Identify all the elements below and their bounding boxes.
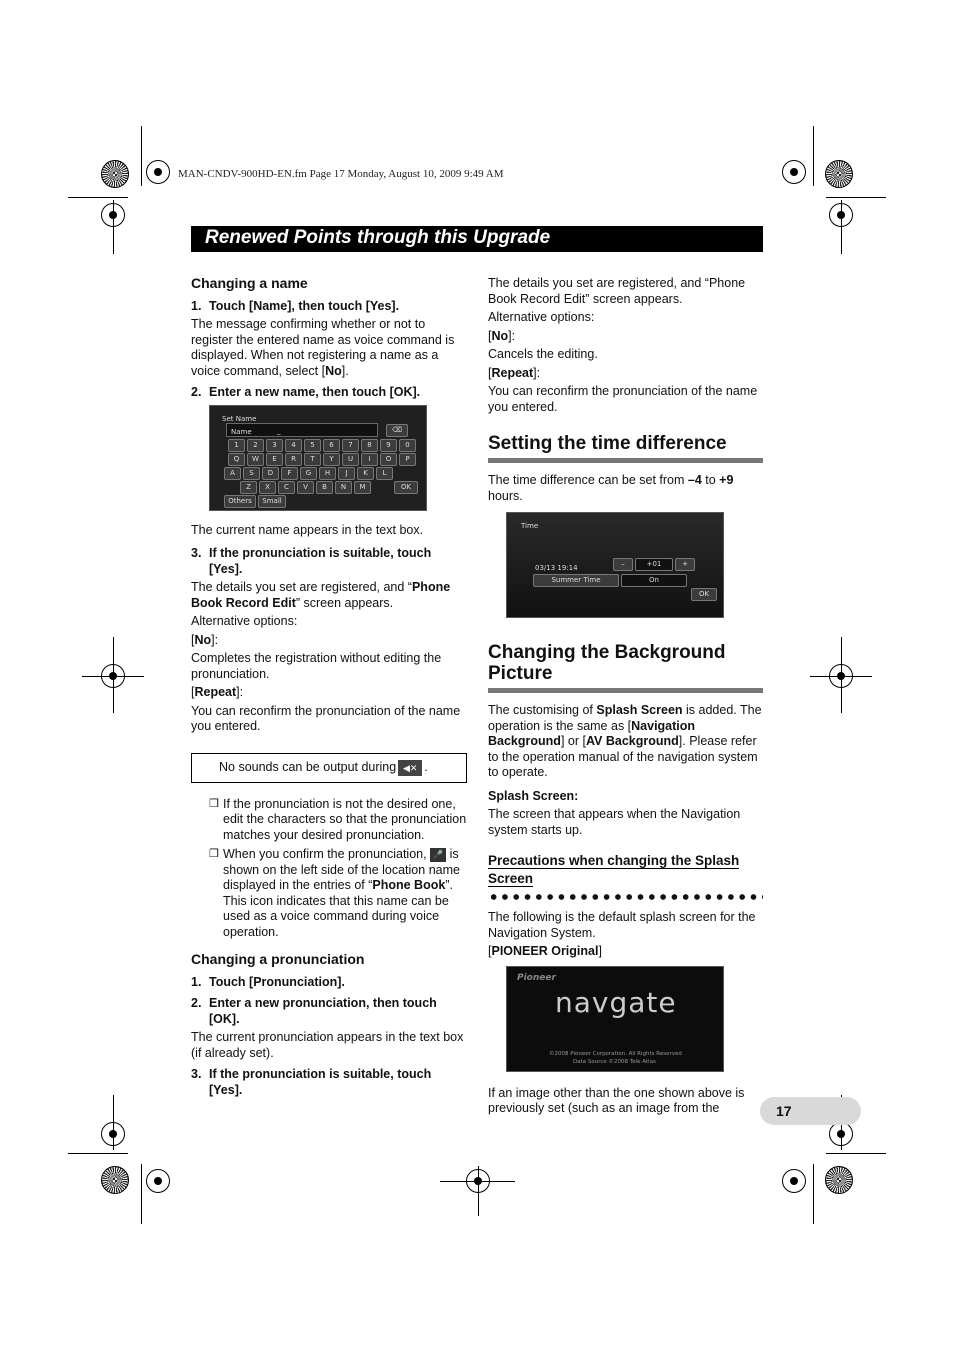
banner-title: Renewed Points through this Upgrade (205, 227, 551, 248)
key: N (335, 481, 352, 494)
screen-title: Set Name (222, 414, 257, 423)
crop-line (813, 126, 814, 186)
step-1: 1. Touch [Name], then touch [Yes]. (191, 298, 400, 313)
crop-line (82, 676, 144, 677)
screen-title: Time (521, 522, 539, 530)
key: M (354, 481, 371, 494)
crop-line (68, 197, 128, 198)
heading-precautions: Precautions when changing the Splash Screen (488, 853, 740, 886)
crop-line (141, 1164, 142, 1224)
others-key: Others (224, 495, 256, 508)
alt-options: Alternative options: (191, 614, 298, 628)
name-textbox: Name _ (226, 423, 378, 437)
crosshair-mark (782, 160, 806, 184)
registration-wheel-br (825, 1166, 853, 1194)
key: H (319, 467, 336, 480)
key: P (399, 453, 416, 466)
registration-wheel-tr (825, 160, 853, 188)
heading-changing-pronunciation: Changing a pronunciation (191, 951, 365, 967)
key: 8 (361, 439, 378, 452)
heading-time-difference: Setting the time difference (488, 433, 763, 463)
caption-current-name: The current name appears in the text box. (191, 522, 424, 537)
step-3: 3. If the pronunciation is suitable, touch [Yes]. (191, 546, 432, 576)
step-1-body: The message confirming whether or not to register the entered name as voice command is displayed. When not registering a name as a voice command, select [No]. (191, 317, 455, 378)
plus-button: + (675, 558, 695, 571)
key: W (247, 453, 264, 466)
precautions-body: The following is the default splash screen for the Navigation System. (488, 910, 756, 940)
voice-command-icon: 🎤 (430, 848, 446, 862)
key: L (376, 467, 393, 480)
key: U (342, 453, 359, 466)
registration-wheel-tl (101, 160, 129, 188)
key: Z (240, 481, 257, 494)
key: T (304, 453, 321, 466)
bullet-item: ❒ If the pronunciation is not the desired one, edit the characters so that the pronunciation matches your desired pronunciation. (209, 796, 467, 842)
crop-line (810, 676, 872, 677)
splash-label: Splash Screen: (488, 788, 579, 803)
alt-options: Alternative options: (488, 310, 595, 324)
summer-time-value: On (621, 574, 687, 587)
key: 6 (323, 439, 340, 452)
option-no-desc: Cancels the editing. (488, 347, 598, 361)
step-1: 1. Touch [Pronunciation]. (191, 974, 345, 989)
copyright-text: ©2008 Pioneer Corporation. All Rights Reserved (549, 1050, 682, 1057)
set-name-screenshot (209, 405, 427, 511)
key: I (361, 453, 378, 466)
key: Y (323, 453, 340, 466)
key: D (262, 467, 279, 480)
option-repeat: [Repeat]: (191, 685, 244, 699)
page-number: 17 (776, 1103, 792, 1119)
key: E (266, 453, 283, 466)
background-body: The customising of Splash Screen is added. The operation is the same as [Navigation Background] or [AV Background]. Please refer to the operation manual of the navigation system to operate. (488, 703, 762, 779)
section-banner (191, 226, 763, 252)
file-info-line: MAN-CNDV-900HD-EN.fm Page 17 Monday, August 10, 2009 9:49 AM (178, 168, 504, 180)
key: X (259, 481, 276, 494)
key: A (224, 467, 241, 480)
crop-line (841, 200, 842, 254)
crop-line (841, 637, 842, 713)
key: 7 (342, 439, 359, 452)
splash-screenshot (506, 966, 724, 1072)
crop-line (113, 637, 114, 713)
dotted-divider (488, 894, 763, 900)
key: R (285, 453, 302, 466)
crop-line (826, 1153, 886, 1154)
heading-background-picture: Changing the Background Picture (488, 642, 763, 693)
key: F (281, 467, 298, 480)
crop-line (113, 200, 114, 254)
splash-desc: The screen that appears when the Navigation system starts up. (488, 807, 741, 837)
option-repeat-desc: You can reconfirm the pronunciation of the name you entered. (191, 703, 461, 733)
key: 1 (228, 439, 245, 452)
pioneer-original-label: [PIONEER Original] (488, 944, 602, 958)
crop-line (68, 1153, 128, 1154)
option-repeat-desc: You can reconfirm the pronunciation of the name you entered. (488, 384, 758, 414)
key: 2 (247, 439, 264, 452)
key: 9 (380, 439, 397, 452)
step-3: 3. If the pronunciation is suitable, touch [Yes]. (191, 1067, 432, 1097)
key: C (278, 481, 295, 494)
tail-text: If an image other than the one shown above is previously set (such as an image from the (488, 1085, 745, 1115)
offset-value: +01 (635, 558, 673, 571)
ok-button: OK (691, 588, 717, 601)
key: 0 (399, 439, 416, 452)
key: 5 (304, 439, 321, 452)
data-source-text: Data Source ©2008 Tele Atlas (573, 1058, 656, 1065)
key: 3 (266, 439, 283, 452)
key: V (297, 481, 314, 494)
summer-time-button: Summer Time (533, 574, 619, 587)
crosshair-mark (146, 1169, 170, 1193)
ok-key: OK (394, 481, 418, 494)
heading-changing-name: Changing a name (191, 275, 308, 291)
mute-mic-icon: ◀✕ (398, 760, 422, 776)
small-key: Small (258, 495, 286, 508)
bullet-item: ❒ When you confirm the pronunciation, 🎤 is shown on the left side of the location name displayed in the entries of “Phone Book”. This icon indicates that this name can be used as a voice command during voice operation. (209, 847, 460, 939)
key: 4 (285, 439, 302, 452)
option-no: [No]: (488, 328, 516, 343)
checkbox-bullet-icon: ❒ (209, 848, 219, 860)
page-number-tab (760, 1097, 861, 1125)
step-2: 2. Enter a new pronunciation, then touch [OK]. (191, 996, 437, 1026)
checkbox-bullet-icon: ❒ (209, 797, 219, 810)
note-box: No sounds can be output during ◀✕ . (191, 753, 467, 783)
time-body: The time difference can be set from –4 to +9 hours. (488, 473, 734, 503)
key: G (300, 467, 317, 480)
key: O (380, 453, 397, 466)
crosshair-mark (782, 1169, 806, 1193)
pioneer-logo: Pioneer (517, 972, 556, 983)
option-no: [No]: (191, 632, 219, 647)
option-no-desc: Completes the registration without editing the pronunciation. (191, 651, 442, 681)
crop-line (813, 1164, 814, 1224)
crop-line (113, 1095, 114, 1150)
backspace-key: ⌫ (386, 424, 408, 437)
intro-details: The details you set are registered, and “Phone Book Record Edit” screen appears. (488, 276, 746, 306)
key: S (243, 467, 260, 480)
right-column (488, 276, 763, 1120)
navgate-logo: navgate (555, 985, 677, 1019)
step-2-body: The current pronunciation appears in the text box (if already set). (191, 1030, 464, 1060)
crosshair-mark (146, 160, 170, 184)
crop-line (478, 1166, 479, 1216)
crop-line (141, 126, 142, 186)
key: Q (228, 453, 245, 466)
left-column (191, 276, 467, 1101)
minus-button: – (613, 558, 633, 571)
time-screenshot (506, 512, 724, 618)
step-3-body: The details you set are registered, and “Phone Book Record Edit” screen appears. (191, 580, 451, 610)
registration-wheel-bl (101, 1166, 129, 1194)
crop-line (826, 197, 886, 198)
key: J (338, 467, 355, 480)
datetime-display: 03/13 19:14 (535, 564, 578, 572)
key: K (357, 467, 374, 480)
option-repeat: [Repeat]: (488, 365, 541, 380)
step-2: 2. Enter a new name, then touch [OK]. (191, 385, 421, 399)
key: B (316, 481, 333, 494)
